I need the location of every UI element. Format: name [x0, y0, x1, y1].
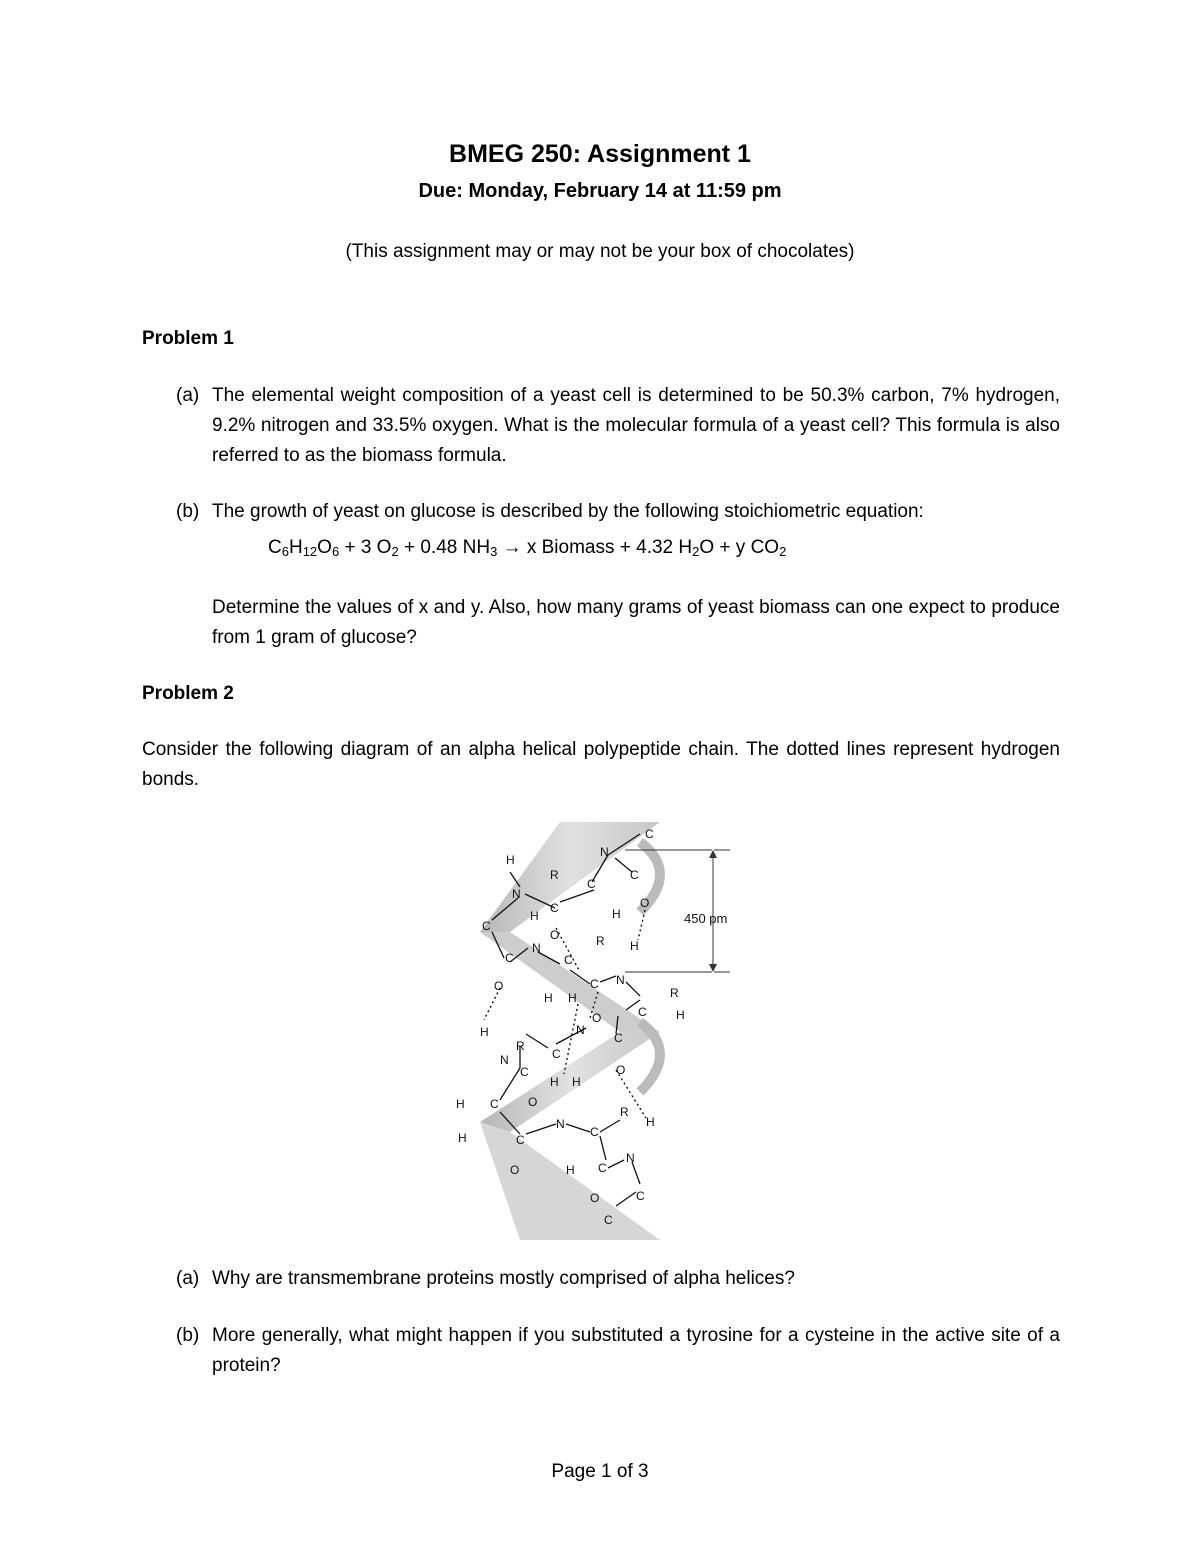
- problem-2a-text: Why are transmembrane proteins mostly comprised of alpha helices?: [212, 1268, 795, 1289]
- svg-text:C: C: [598, 1161, 607, 1175]
- problem-1b-question: Determine the values of x and y. Also, how many grams of yeast biomass can one expect to produce from 1 gram of glucose?: [212, 597, 1060, 648]
- page-number: Page 1 of 3: [551, 1461, 649, 1482]
- svg-text:N: N: [600, 845, 609, 859]
- problem-1a-text: The elemental weight composition of a yeast cell is determined to be 50.3% carbon, 7% hydrogen, 9.2% nitrogen and 33.5% oxygen. What is the molecular formula of a yeast cell? This formula is also referred to as the biomass formula.: [212, 385, 1060, 466]
- svg-text:N: N: [556, 1117, 565, 1131]
- alpha-helix-diagram: [440, 822, 760, 1245]
- svg-text:H: H: [572, 1075, 581, 1089]
- problem-2b-label: (b): [176, 1325, 200, 1346]
- svg-text:O: O: [510, 1163, 520, 1177]
- svg-text:O: O: [528, 1095, 538, 1109]
- problem-1b-label: (b): [176, 501, 200, 522]
- problem-2a-label: (a): [176, 1268, 200, 1289]
- svg-text:O: O: [550, 928, 560, 942]
- svg-text:H: H: [530, 909, 539, 923]
- svg-text:H: H: [630, 939, 639, 953]
- svg-text:C: C: [614, 1031, 623, 1045]
- svg-text:O: O: [640, 896, 650, 910]
- subtitle: (This assignment may or may not be your box of chocolates): [345, 241, 855, 262]
- svg-text:R: R: [670, 986, 679, 1000]
- svg-text:H: H: [566, 1163, 575, 1177]
- problem-1a-label: (a): [176, 385, 200, 406]
- svg-text:N: N: [626, 1151, 635, 1165]
- svg-text:O: O: [494, 979, 504, 993]
- problem-1-heading: Problem 1: [142, 328, 234, 349]
- svg-text:R: R: [516, 1039, 525, 1053]
- svg-text:H: H: [458, 1131, 467, 1145]
- due-date: Due: Monday, February 14 at 11:59 pm: [418, 180, 782, 202]
- problem-2-intro: Consider the following diagram of an alpha helical polypeptide chain. The dotted lines represent hydrogen bonds.: [142, 739, 1060, 790]
- svg-text:H: H: [676, 1008, 685, 1022]
- svg-text:H: H: [612, 907, 621, 921]
- pitch-label: 450 pm: [684, 911, 728, 926]
- svg-text:R: R: [550, 868, 559, 882]
- svg-text:C: C: [490, 1097, 499, 1111]
- problem-1a: [176, 381, 1060, 471]
- svg-text:N: N: [512, 887, 521, 901]
- problem-1b-text: The growth of yeast on glucose is described by the following stoichiometric equation:: [212, 501, 924, 522]
- svg-text:R: R: [620, 1105, 629, 1119]
- svg-text:N: N: [532, 941, 541, 955]
- svg-text:C: C: [604, 1213, 613, 1227]
- problem-2b-text: More generally, what might happen if you substituted a tyrosine for a cysteine in the active site of a protein?: [212, 1325, 1060, 1376]
- problem-1b: [176, 497, 1060, 527]
- svg-text:H: H: [544, 991, 553, 1005]
- svg-text:O: O: [592, 1011, 602, 1025]
- svg-text:C: C: [630, 868, 639, 882]
- svg-text:C: C: [516, 1133, 525, 1147]
- svg-text:C: C: [505, 951, 514, 965]
- svg-text:C: C: [645, 827, 654, 841]
- svg-text:N: N: [500, 1053, 509, 1067]
- svg-text:N: N: [576, 1023, 585, 1037]
- svg-text:H: H: [456, 1097, 465, 1111]
- svg-text:C: C: [552, 1047, 561, 1061]
- svg-text:C: C: [564, 953, 573, 967]
- svg-text:C: C: [587, 877, 596, 891]
- svg-text:H: H: [646, 1115, 655, 1129]
- svg-text:C: C: [482, 919, 491, 933]
- svg-text:C: C: [638, 1005, 647, 1019]
- problem-2-heading: Problem 2: [142, 683, 234, 704]
- svg-text:N: N: [616, 973, 625, 987]
- svg-text:H: H: [568, 991, 577, 1005]
- svg-text:C: C: [636, 1189, 645, 1203]
- svg-text:H: H: [480, 1025, 489, 1039]
- svg-text:H: H: [506, 853, 515, 867]
- page-title: BMEG 250: Assignment 1: [449, 140, 751, 168]
- svg-text:C: C: [550, 901, 559, 915]
- svg-text:O: O: [590, 1191, 600, 1205]
- svg-text:C: C: [520, 1065, 529, 1079]
- svg-text:R: R: [596, 934, 605, 948]
- svg-text:C: C: [590, 977, 599, 991]
- stoichiometric-equation: $C_6H_{12}O_6 + 3$ $O_2 + 0.48$ $NH_3 \to x$ Biomass + 4.32 $H_2O + y$ $CO_2$: [268, 537, 787, 559]
- svg-text:C: C: [590, 1125, 599, 1139]
- problem-2b: [176, 1321, 1060, 1381]
- svg-text:H: H: [550, 1075, 559, 1089]
- problem-2a: [176, 1264, 1060, 1294]
- svg-text:O: O: [616, 1063, 626, 1077]
